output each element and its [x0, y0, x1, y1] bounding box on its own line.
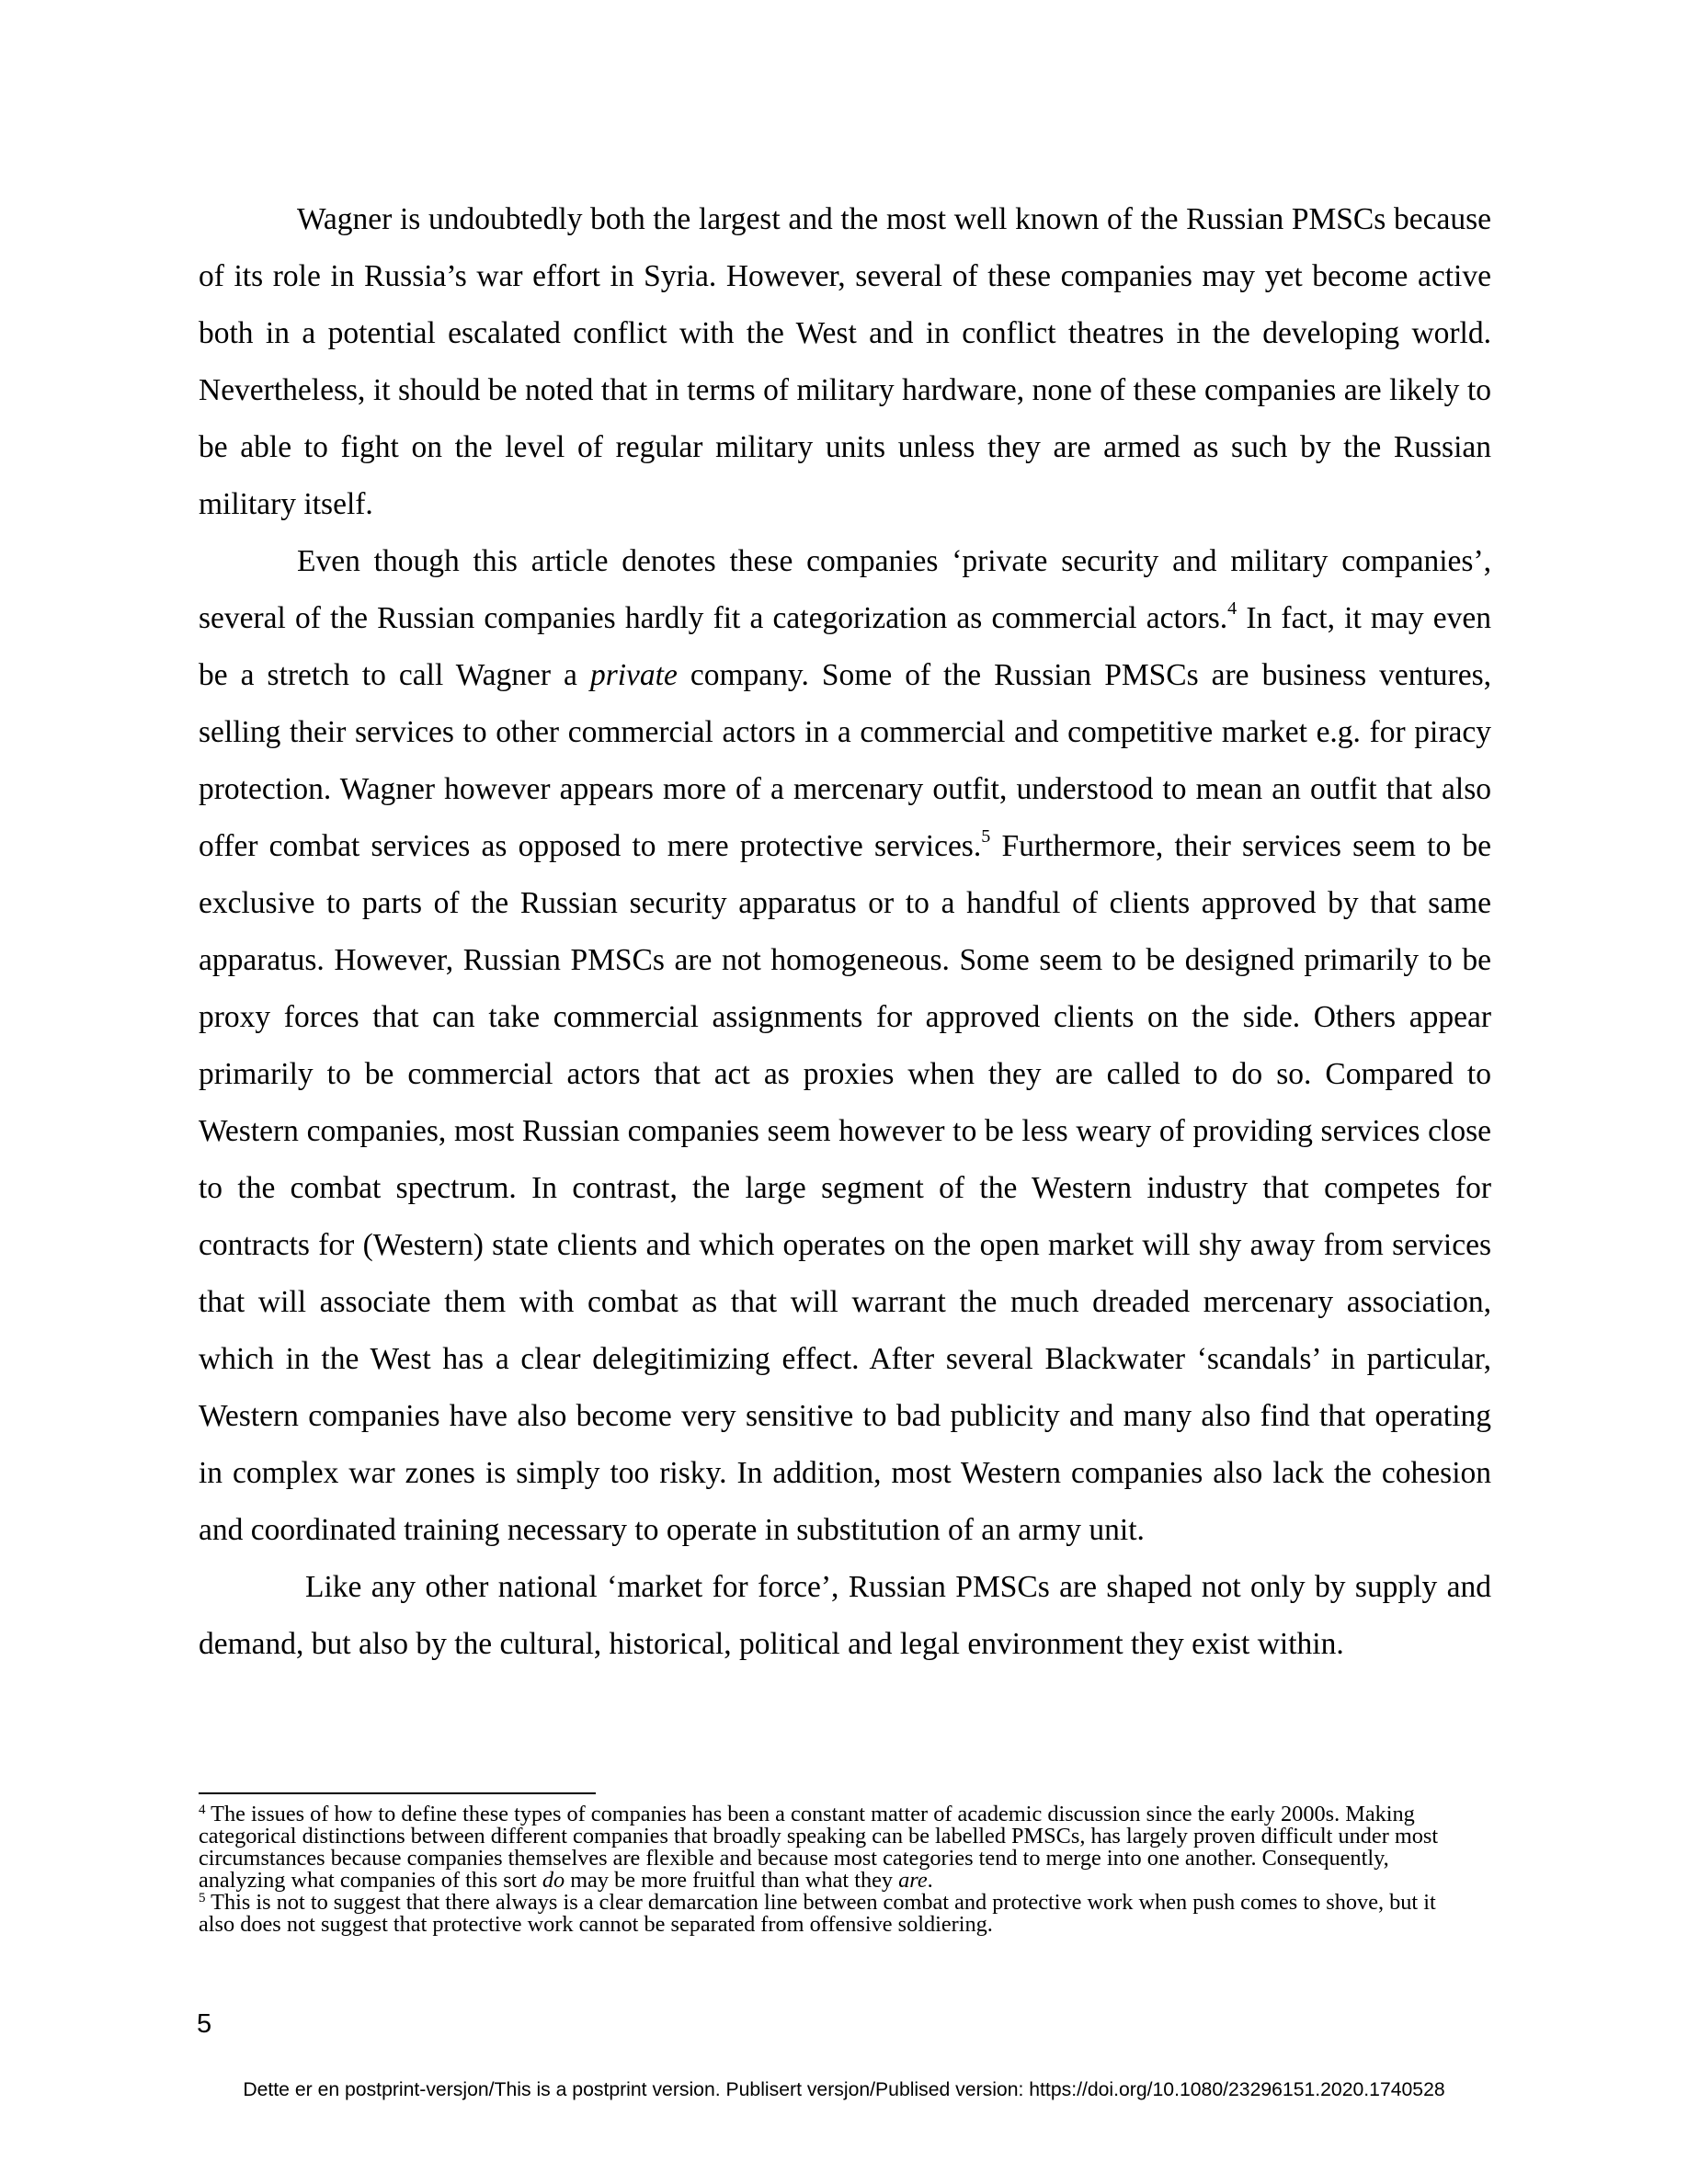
paragraph-1-text: Wagner is undoubtedly both the largest and the most well known of the Russian PMSCs because of its role in Russia’s war effort in Syria. However, several of these companies may yet become active both in a potential escalated conflict with the West and in conflict theatres in the developing world. Nevertheless, it should be noted that in terms of military hardware, none of these companies are likely to be able to fight on the level of regular military units unless they are armed as such by the Russian military itself. — [199, 202, 1491, 521]
paragraph-3-text: Like any other national ‘market for force’, Russian PMSCs are shaped not only by supply and demand, but also by the cultural, historical, political and legal environment they exist within. — [199, 1570, 1491, 1661]
paragraph-1 — [199, 191, 1491, 533]
page-number: 5 — [197, 2009, 212, 2039]
footnote-ref-5[interactable]: 5 — [981, 825, 991, 847]
footnote-4-text-b: may be more fruitful than what they — [565, 1868, 899, 1893]
footnotes — [199, 1803, 1477, 1936]
footnote-4-text-c: . — [927, 1868, 933, 1893]
paragraph-2-text-b: In fact, it may even be a stretch to call Wagner a — [199, 601, 1491, 692]
footnote-5-number: 5 — [199, 1890, 206, 1905]
emphasis-private: private — [589, 658, 678, 692]
footnote-4-number: 4 — [199, 1802, 206, 1817]
footnote-5 — [199, 1892, 1477, 1936]
paragraph-3 — [199, 1559, 1491, 1673]
postprint-notice: Dette er en postprint-versjon/This is a postprint version. Publisert versjon/Publised version: https://doi.org/10.1080/23296151.2020.1740528 — [243, 2079, 1445, 2100]
body-text — [199, 191, 1491, 1673]
footnote-4-emphasis-do: do — [542, 1868, 565, 1893]
paragraph-2-text-d: Furthermore, their services seem to be exclusive to parts of the Russian security apparatus or to a handful of clients approved by that same apparatus. However, Russian PMSCs are not homogeneous. Some seem to be designed primarily to be proxy forces that can take commercial assignments for approved clients on the side. Others appear primarily to be commercial actors that act as proxies when they are called to do so. Compared to Western companies, most Russian companies seem however to be less weary of providing services close to the combat spectrum. In contrast, the large segment of the Western industry that competes for contracts for (Western) state clients and which operates on the open market will shy away from services that will associate them with combat as that will warrant the much dreaded mercenary association, which in the West has a clear delegitimizing effect. After several Blackwater ‘scandals’ in particular, Western companies have also become very sensitive to bad publicity and many also find that operating in complex war zones is simply too risky. In addition, most Western companies also lack the cohesion and coordinated training necessary to operate in substitution of an army unit. — [199, 829, 1492, 1547]
paragraph-2-text-c: company. Some of the Russian PMSCs are business ventures, selling their services to other commercial actors in a commercial and competitive market e.g. for piracy protection. Wagner however appears more of a mercenary outfit, understood to mean an outfit that also offer combat services as opposed to mere protective services. — [199, 658, 1491, 863]
footnote-4 — [199, 1803, 1477, 1892]
paragraph-2 — [199, 533, 1491, 1559]
footnote-ref-4[interactable]: 4 — [1227, 597, 1237, 619]
footnote-5-text: This is not to suggest that there always is a clear demarcation line between combat and protective work when push comes to shove, but it also does not suggest that protective work cannot be separated from offensive soldiering. — [199, 1890, 1436, 1937]
paragraph-2-text-a: Even though this article denotes these companies ‘private security and military companies’, several of the Russian companies hardly fit a categorization as commercial actors. — [199, 544, 1491, 635]
footnote-4-emphasis-are: are — [898, 1868, 928, 1893]
footnote-4-text-a: The issues of how to define these types of companies has been a constant matter of academic discussion since the early 2000s. Making categorical distinctions between different companies that broadly speaking can be labelled PMSCs, has largely proven difficult under most circumstances because companies themselves are flexible and because most categories tend to merge into one another. Consequently, analyzing what companies of this sort — [199, 1802, 1439, 1893]
footnote-separator — [199, 1792, 596, 1794]
